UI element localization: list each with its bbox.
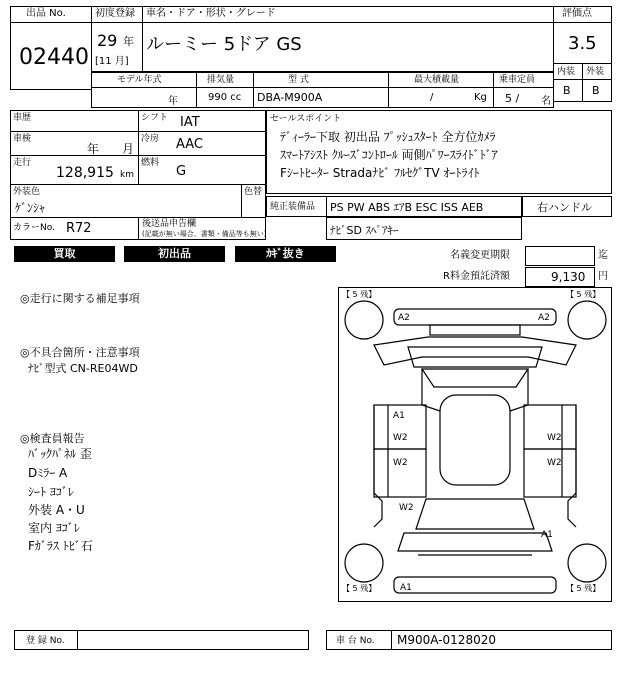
fuel-value: G <box>176 164 187 179</box>
mark-left-upper-a1: A1 <box>393 411 405 421</box>
lot-label: 出品 No. <box>26 8 66 19</box>
max-load-label: 最大積載量 <box>414 75 460 85</box>
report-line: ﾊﾞｯｸﾊﾟﾈﾙ 歪 <box>28 447 92 461</box>
rear-window <box>422 369 528 387</box>
ac-label: 冷房 <box>141 134 160 144</box>
wheel-front-right <box>568 544 606 582</box>
defect-notes-title: ◎不具合箇所・注意事項 <box>20 346 140 359</box>
interior-label: 内装 <box>557 67 576 77</box>
defect-note-line: ﾅﾋﾞ型式 CN-RE04WD <box>28 362 138 375</box>
recycle-value: 9,130 <box>551 270 586 284</box>
mark-right-lower-w2: W2 <box>547 458 562 468</box>
capacity-label: 乗車定員 <box>499 75 536 85</box>
sales-label: セールスポイント <box>270 114 342 124</box>
displacement-label: 排気量 <box>207 75 235 85</box>
mark-right-front-a1: A1 <box>541 530 553 540</box>
ac-value: AAC <box>176 137 203 152</box>
name-change-unit: 迄 <box>598 250 608 261</box>
post-report-label: 後送品申告欄 <box>142 219 197 229</box>
corner-rear-right-label: 【 5 残】 <box>566 290 601 299</box>
name-change-label: 名義変更期限 <box>450 250 510 261</box>
navi-value: ﾅﾋﾞSD ｽﾍﾟｱｷｰ <box>330 224 399 237</box>
left-side <box>374 405 382 527</box>
report-line: ｼｰﾄ ﾖｺﾞﾚ <box>28 485 74 499</box>
mark-right-upper-w2: W2 <box>547 433 562 443</box>
divider <box>326 196 327 217</box>
mileage-label: 走行 <box>13 158 32 168</box>
divider <box>10 131 266 132</box>
car-diagram <box>338 287 612 602</box>
shift-label: シフト <box>141 113 169 123</box>
car-name: ルーミー 5ドア GS <box>146 34 302 55</box>
corner-front-right-label: 【 5 残】 <box>566 584 601 593</box>
interior-grade: B <box>563 84 571 97</box>
front-bumper <box>394 577 556 593</box>
mark-left-lower-w2: W2 <box>393 458 408 468</box>
mark-left-front-w2: W2 <box>399 503 414 513</box>
inspector-report-title: ◎検査員報告 <box>20 432 85 445</box>
mileage-unit: km <box>120 170 134 180</box>
exterior-label: 外装 <box>586 67 605 77</box>
rear-lamp <box>430 325 520 335</box>
sales-line-2: ｽﾏｰﾄｱｼｽﾄ ｸﾙｰｽﾞｺﾝﾄﾛｰﾙ 両側ﾊﾟﾜｰｽﾗｲﾄﾞﾄﾞｱ <box>280 148 498 162</box>
rear-bumper <box>394 309 556 325</box>
inspection-year: 年 <box>87 142 100 156</box>
divider <box>10 184 266 185</box>
first-reg-year: 29 <box>97 31 118 50</box>
color-label: 外装色 <box>13 187 41 197</box>
car-label: 車名・ドア・形状・グレード <box>146 8 276 19</box>
wheel-front-left <box>345 544 383 582</box>
displacement-value: 990 cc <box>208 92 242 103</box>
fuel-label: 燃料 <box>141 158 160 168</box>
mark-rear-left: A2 <box>398 313 410 323</box>
first-reg-year-unit: 年 <box>123 35 134 48</box>
shift-value: IAT <box>180 115 200 130</box>
roof <box>440 395 510 485</box>
equip-value: PS PW ABS ｴｱB ESC ISS AEB <box>330 201 484 214</box>
hood <box>398 533 552 551</box>
lot-number: 02440 <box>19 45 89 70</box>
sales-line-1: ﾃﾞｨｰﾗｰ下取 初出品 ﾌﾟｯｼｭｽﾀｰﾄ 全方位ｶﾒﾗ <box>280 130 496 144</box>
history-label: 車歴 <box>13 113 32 123</box>
right-front-door <box>524 449 576 497</box>
model-year-label: モデル年式 <box>117 75 162 85</box>
type-label: 型 式 <box>288 75 309 85</box>
tag-key-removed: ｶｷﾞ抜き <box>235 246 336 262</box>
divider <box>241 184 242 217</box>
reg-no-value-cell <box>77 630 309 650</box>
max-load-unit: Kg <box>474 92 487 103</box>
mark-front-bumper: A1 <box>400 583 412 593</box>
max-load-sep: / <box>430 92 434 103</box>
capacity-unit: 名 <box>541 96 551 107</box>
score-label: 評価点 <box>562 8 592 19</box>
first-reg-label: 初度登録 <box>95 8 135 19</box>
inspection-month: 月 <box>122 142 135 156</box>
report-line: 室内 ﾖｺﾞﾚ <box>28 521 80 535</box>
report-line: Dﾐﾗｰ A <box>28 466 68 480</box>
reg-no-label: 登 録 No. <box>26 636 65 646</box>
rear-body <box>374 337 576 365</box>
mark-left-upper-w2: W2 <box>393 433 408 443</box>
color-no-label: カラーNo. <box>13 223 55 233</box>
inspection-label: 車検 <box>13 134 32 144</box>
model-year-unit: 年 <box>168 96 178 107</box>
chassis-label: 車 台 No. <box>336 636 375 646</box>
report-line: 外装 A・U <box>28 503 85 517</box>
right-side <box>568 405 576 527</box>
mark-rear-right: A2 <box>538 313 550 323</box>
windshield <box>416 499 534 529</box>
divider <box>138 217 139 240</box>
recycle-label: R料金預託済額 <box>443 271 510 282</box>
left-front-door <box>374 449 426 497</box>
tag-buyout: 買取 <box>14 246 115 262</box>
post-report-note: (記載が無い場合、書類・備品等も無い) <box>142 230 267 238</box>
equip-label: 純正装備品 <box>270 202 316 212</box>
color-no-value: R72 <box>66 221 92 236</box>
color-value: ｹﾞﾝｼｬ <box>15 201 46 215</box>
report-line: Fｶﾞﾗｽ ﾄﾋﾞ石 <box>28 539 93 553</box>
mileage-value: 128,915 <box>56 165 114 181</box>
corner-rear-left-label: 【 5 残】 <box>342 290 377 299</box>
handle-value: 右ハンドル <box>537 201 592 214</box>
name-change-box <box>525 246 595 266</box>
divider <box>10 155 266 156</box>
recycle-unit: 円 <box>598 271 608 282</box>
driving-notes-title: ◎走行に関する補足事項 <box>20 292 140 305</box>
wheel-rear-right <box>568 301 606 339</box>
type-value: DBA-M900A <box>257 91 323 104</box>
divider <box>138 110 139 184</box>
tag-first-listing: 初出品 <box>124 246 225 262</box>
sales-line-3: Fｼｰﾄﾋｰﾀｰ Stradaﾅﾋﾞ ﾌﾙｾｸﾞTV ｵｰﾄﾗｲﾄ <box>280 166 480 180</box>
color-change-label: 色替 <box>244 187 263 197</box>
exterior-grade: B <box>592 84 600 97</box>
chassis-value: M900A-0128020 <box>397 633 496 647</box>
wheel-rear-left <box>345 301 383 339</box>
capacity-value: 5 / <box>505 92 520 105</box>
corner-front-left-label: 【 5 残】 <box>342 584 377 593</box>
score-value: 3.5 <box>568 33 597 54</box>
first-reg-month: [11 月] <box>95 56 129 67</box>
